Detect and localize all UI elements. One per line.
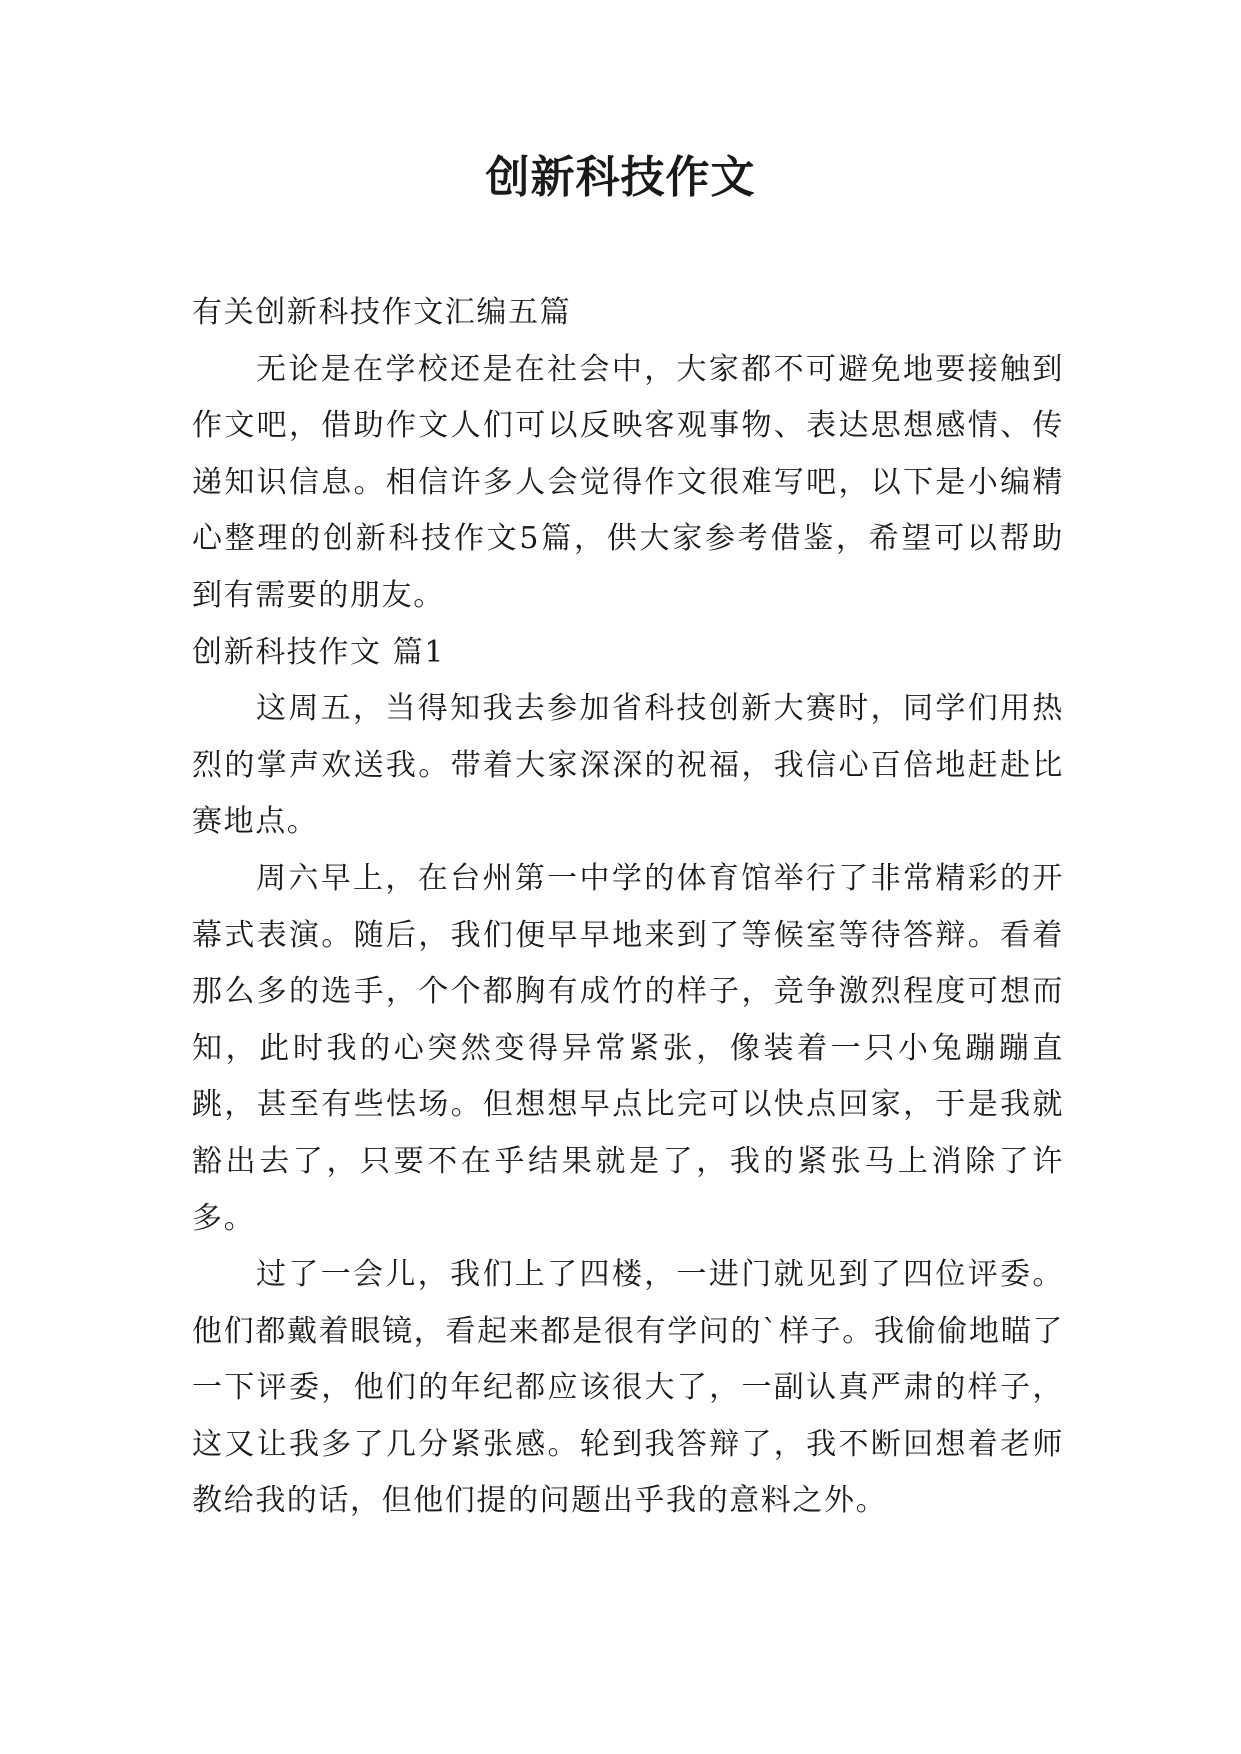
- body-paragraph: 这周五，当得知我去参加省科技创新大赛时，同学们用热烈的掌声欢送我。带着大家深深的祝福，我信心百倍地赶赴比赛地点。: [192, 691, 1064, 840]
- body-paragraph: 周六早上，在台州第一中学的体育馆举行了非常精彩的开幕式表演。随后，我们便早早地来到了等候室等待答辩。看着那么多的选手，个个都胸有成竹的样子，竞争激烈程度可想而知，此时我的心突然变得异常紧张，像装着一只小兔蹦蹦直跳，甚至有些怯场。但想想早点比完可以快点回家，于是我就豁出去了，只要不在乎结果就是了，我的紧张马上消除了许多。: [192, 860, 1064, 1236]
- section-heading: 创新科技作文 篇1: [192, 634, 446, 670]
- document-title: 创新科技作文: [485, 152, 756, 203]
- body-paragraph: 过了一会儿，我们上了四楼，一进门就见到了四位评委。他们都戴着眼镜，看起来都是很有学问的`样子。我偷偷地瞄了一下评委，他们的年纪都应该很大了，一副认真严肃的样子，这又让我多了几分紧张感。轮到我答辩了，我不断回想着老师教给我的话，但他们提的问题出乎我的意料之外。: [192, 1257, 1064, 1519]
- document-body: [192, 285, 1064, 1530]
- intro-paragraph: 无论是在学校还是在社会中，大家都不可避免地要接触到作文吧，借助作文人们可以反映客观事物、表达思想感情、传递知识信息。相信许多人会觉得作文很难写吧，以下是小编精心整理的创新科技作文5篇，供大家参考借鉴，希望可以帮助到有需要的朋友。: [192, 351, 1064, 613]
- document-subtitle: 有关创新科技作文汇编五篇: [192, 295, 572, 330]
